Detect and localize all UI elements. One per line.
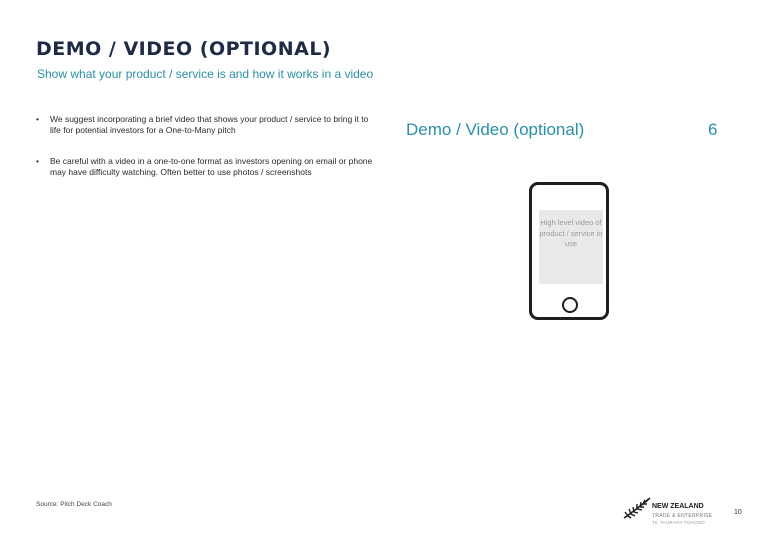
phone-screen — [539, 210, 603, 284]
bullet-marker: • — [36, 156, 39, 166]
logo-tagline: TRADE & ENTERPRISE — [652, 513, 713, 519]
phone-home-button — [562, 297, 578, 313]
page-number: 10 — [734, 509, 742, 516]
phone-screen-text: High level video of product / service in use — [539, 218, 603, 248]
slide-preview-number: 6 — [708, 120, 718, 139]
source-note: Source: Pitch Deck Coach — [36, 501, 112, 508]
logo-name: NEW ZEALAND — [652, 503, 704, 510]
bullet-list — [36, 114, 381, 198]
bullet-item — [36, 114, 381, 136]
page-title: DEMO / VIDEO (OPTIONAL) — [36, 38, 332, 60]
bullet-text: Be careful with a video in a one-to-one format as investors opening on email or phone may have difficulty watching. Often better to use photos / screenshots — [50, 156, 373, 177]
logo-maori-name: TE TAURAPA TŪHONO — [652, 520, 706, 525]
slide-preview-label: Demo / Video (optional) — [406, 120, 585, 139]
bullet-text: We suggest incorporating a brief video that shows your product / service to bring it to life for potential investors for a One-to-Many pitch — [50, 114, 369, 135]
bullet-marker: • — [36, 114, 39, 124]
page-subtitle: Show what your product / service is and how it works in a video — [37, 67, 374, 81]
fern-logo-icon — [622, 496, 652, 522]
bullet-item — [36, 156, 381, 178]
